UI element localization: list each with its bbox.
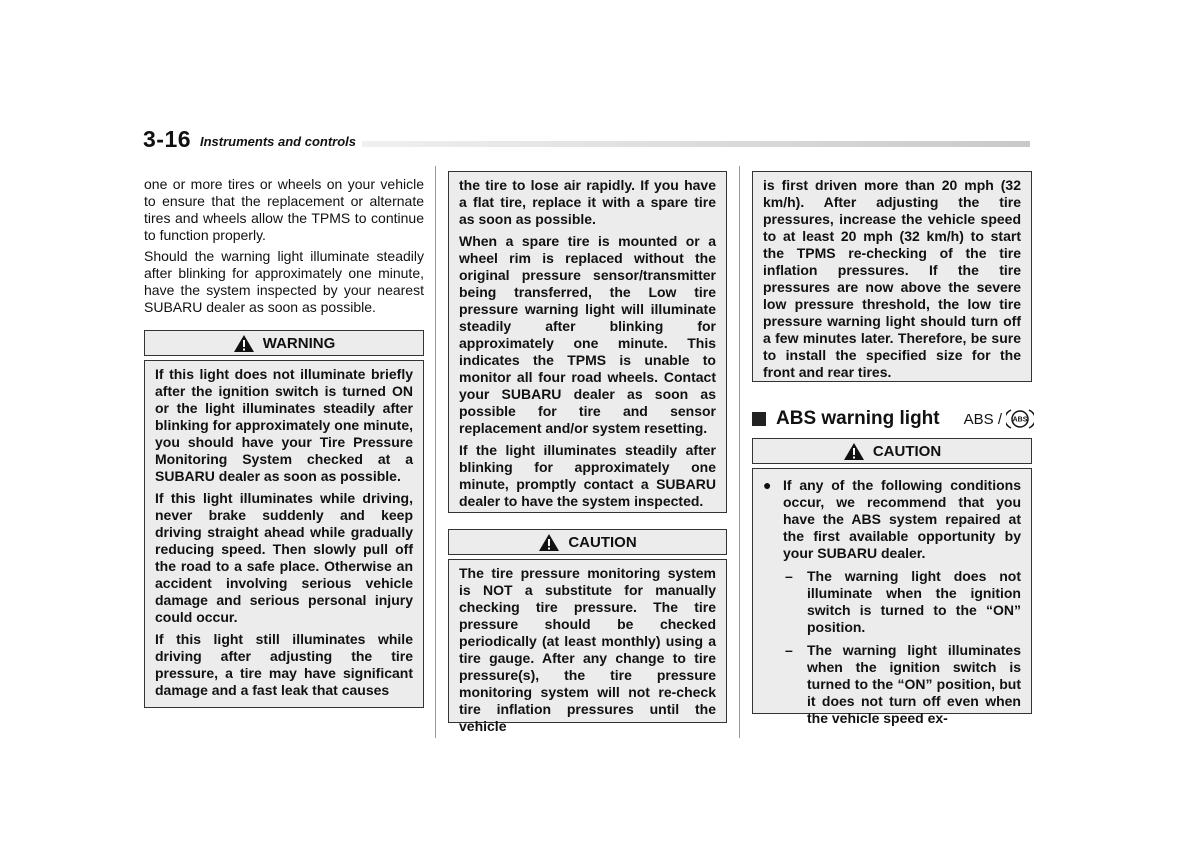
caution-paragraph: The tire pressure monitoring system is NOT a substitute for manually checking tire pressure. The tire pressure should be checked periodically (at least monthly) using a tire gauge. After any change to tire pressure(s), the tire pressure monitoring system will not re-check tire inflation pressures until the vehicle <box>459 565 716 734</box>
dash-symbol: – <box>785 642 793 658</box>
abs-heading <box>752 406 1034 432</box>
warning-paragraph: If this light illuminates while driving, never brake suddenly and keep driving straight ahead while gradually reducing speed. Then slowly pull off the road to a safe place. Otherwise an accident involving serious vehicle damage and serious personal injury could occur. <box>155 490 413 625</box>
caution-header <box>752 438 1032 464</box>
dash-item <box>785 642 1021 727</box>
section-title: Instruments and controls <box>200 134 357 149</box>
warning-paragraph: the tire to lose air rapidly. If you have a flat tire, replace it with a spare tire as soon as possible. <box>459 177 716 227</box>
warning-label: WARNING <box>262 334 336 352</box>
warning-paragraph: When a spare tire is mounted or a wheel rim is replaced without the original pressure sensor/transmitter being transferred, the Low tire pressure warning light will illuminate steadily after blinking for approximately one minute. This indicates the TPMS is unable to monitor all four road wheels. Contact your SUBARU dealer as soon as possible for tire and sensor replacement and/or system resetting. <box>459 233 716 436</box>
column-3-lower <box>752 438 1032 726</box>
column-divider-2 <box>739 166 740 738</box>
abs-circle-icon <box>1006 407 1034 431</box>
column-divider-1 <box>435 166 436 738</box>
warning-paragraph: If this light still illuminates while driving after adjusting the tire pressure, a tire may have significant damage and a fast leak that causes <box>155 631 413 698</box>
abs-warning-light-symbol <box>964 407 1034 431</box>
dash-item <box>785 568 1021 636</box>
body-paragraph: Should the warning light illuminate steadily after blinking for approximately one minute, have the system inspected by your nearest SUBARU dealer as soon as possible. <box>144 248 424 315</box>
abs-symbol-text: ABS / <box>963 410 1002 428</box>
caution-paragraph: is first driven more than 20 mph (32 km/h). After adjusting the tire pressures, increase the vehicle speed to at least 20 mph (32 km/h) to start the TPMS re-checking of the tire inflation pressures. If the tire pressures are now above the severe low pressure threshold, the low tire pressure warning light should turn off a few minutes later. Therefore, be sure to install the specified size for the front and rear tires. <box>763 177 1021 380</box>
dash-text: The warning light illuminates when the ignition switch is turned to the “ON” position, but it does not turn off even when the vehicle speed ex- <box>807 642 1021 726</box>
header-rule <box>362 141 1030 147</box>
column-3 <box>752 171 1032 382</box>
column-1 <box>144 176 424 708</box>
dash-symbol: – <box>785 568 793 584</box>
warning-header <box>144 330 424 356</box>
warning-box <box>144 360 424 708</box>
abs-circle-text: ABS <box>1012 416 1028 424</box>
warning-triangle-icon <box>233 334 255 353</box>
warning-triangle-icon <box>538 533 560 552</box>
warning-paragraph: If the light illuminates steadily after blinking for approximately one minute, promptly contact a SUBARU dealer to have the system inspected. <box>459 442 716 509</box>
column-2 <box>448 171 727 734</box>
warning-box-continued <box>448 171 727 513</box>
bullet-item <box>763 477 1021 562</box>
bullet-text: If any of the following conditions occur, we recommend that you have the ABS system repaired at the first available opportunity by your SUBARU dealer. <box>783 477 1021 561</box>
caution-label: CAUTION <box>872 442 942 460</box>
abs-heading-title: ABS warning light <box>776 408 940 429</box>
bullet-symbol: ● <box>763 477 772 493</box>
caution-label: CAUTION <box>568 533 637 551</box>
body-paragraph: one or more tires or wheels on your vehicle to ensure that the replacement or alternate tires and wheels allow the TPMS to continue to function properly. <box>144 176 424 243</box>
warning-triangle-icon <box>843 442 865 461</box>
caution-box <box>752 468 1032 726</box>
warning-paragraph: If this light does not illuminate briefly after the ignition switch is turned ON or the light illuminates steadily after blinking for approximately one minute, you should have your Tire Pressure Monitoring System checked at a SUBARU dealer as soon as possible. <box>155 366 413 484</box>
caution-box-continued <box>752 171 1032 382</box>
page-number: 3-16 <box>143 126 192 152</box>
heading-square-bullet <box>752 412 766 426</box>
dash-text: The warning light does not illuminate when the ignition switch is turned to the “ON” position. <box>807 568 1021 635</box>
caution-header <box>448 529 727 555</box>
caution-box <box>448 559 727 734</box>
